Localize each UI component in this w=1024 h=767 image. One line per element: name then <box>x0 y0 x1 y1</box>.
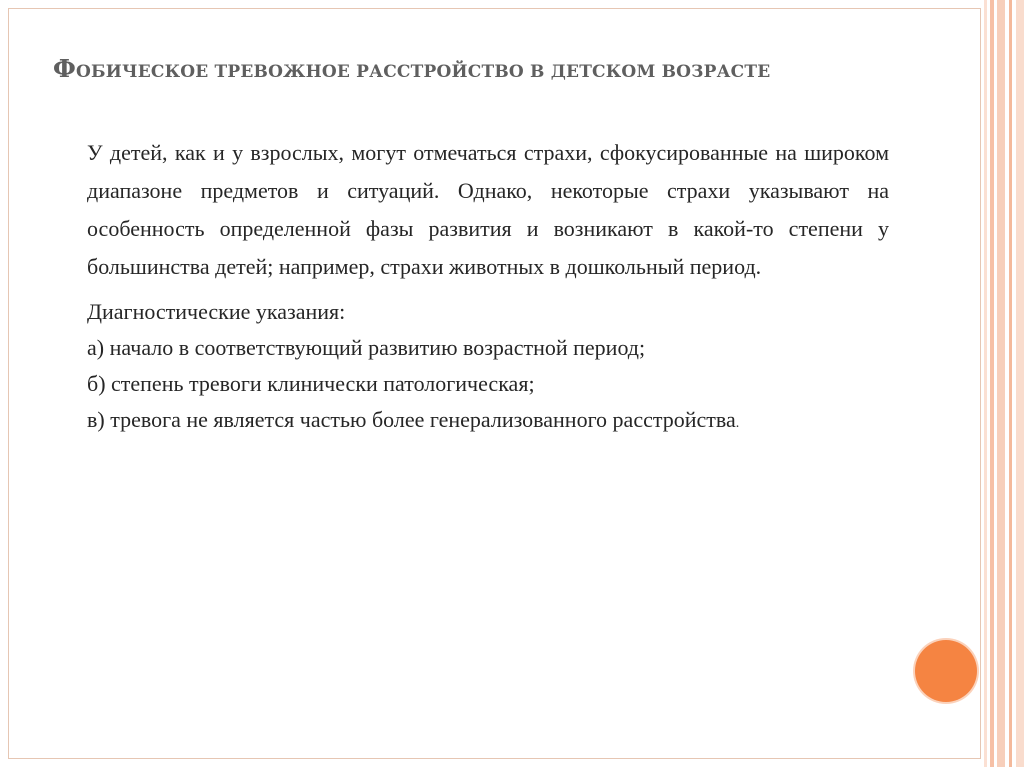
slide-body <box>87 134 889 442</box>
decorative-stripe <box>997 0 1005 767</box>
title-text: ОБИЧЕСКОЕ ТРЕВОЖНОЕ РАССТРОЙСТВО В ДЕТСКОМ ВОЗРАСТЕ <box>75 62 771 82</box>
body-paragraph: У детей, как и у взрослых, могут отмечаться страхи, сфокусированные на широком диапазоне предметов и ситуаций. Однако, некоторые страхи указывают на особенность определенной фазы развития и возникают в какой-то степени у большинства детей; например, страхи животных в дошкольный период. <box>87 140 889 279</box>
slide-title <box>53 54 953 83</box>
orange-circle-decoration <box>915 640 977 702</box>
diagnostic-item: а) начало в соответствующий развитию возрастной период; <box>87 335 646 360</box>
decorative-stripe <box>984 0 987 767</box>
diagnostic-heading: Диагностические указания: <box>87 299 346 324</box>
decorative-stripe <box>990 0 994 767</box>
diagnostic-item-last <box>87 402 889 442</box>
final-period: . <box>735 416 740 431</box>
diagnostic-item: б) степень тревоги клинически патологическая; <box>87 371 535 396</box>
decorative-stripe <box>1016 0 1024 767</box>
diagnostic-item-text: в) тревога не является частью более генерализованного расстройства <box>87 407 736 432</box>
title-initial: Ф <box>53 54 76 83</box>
diagnostic-guidelines <box>87 294 889 442</box>
decorative-stripe <box>1009 0 1012 767</box>
